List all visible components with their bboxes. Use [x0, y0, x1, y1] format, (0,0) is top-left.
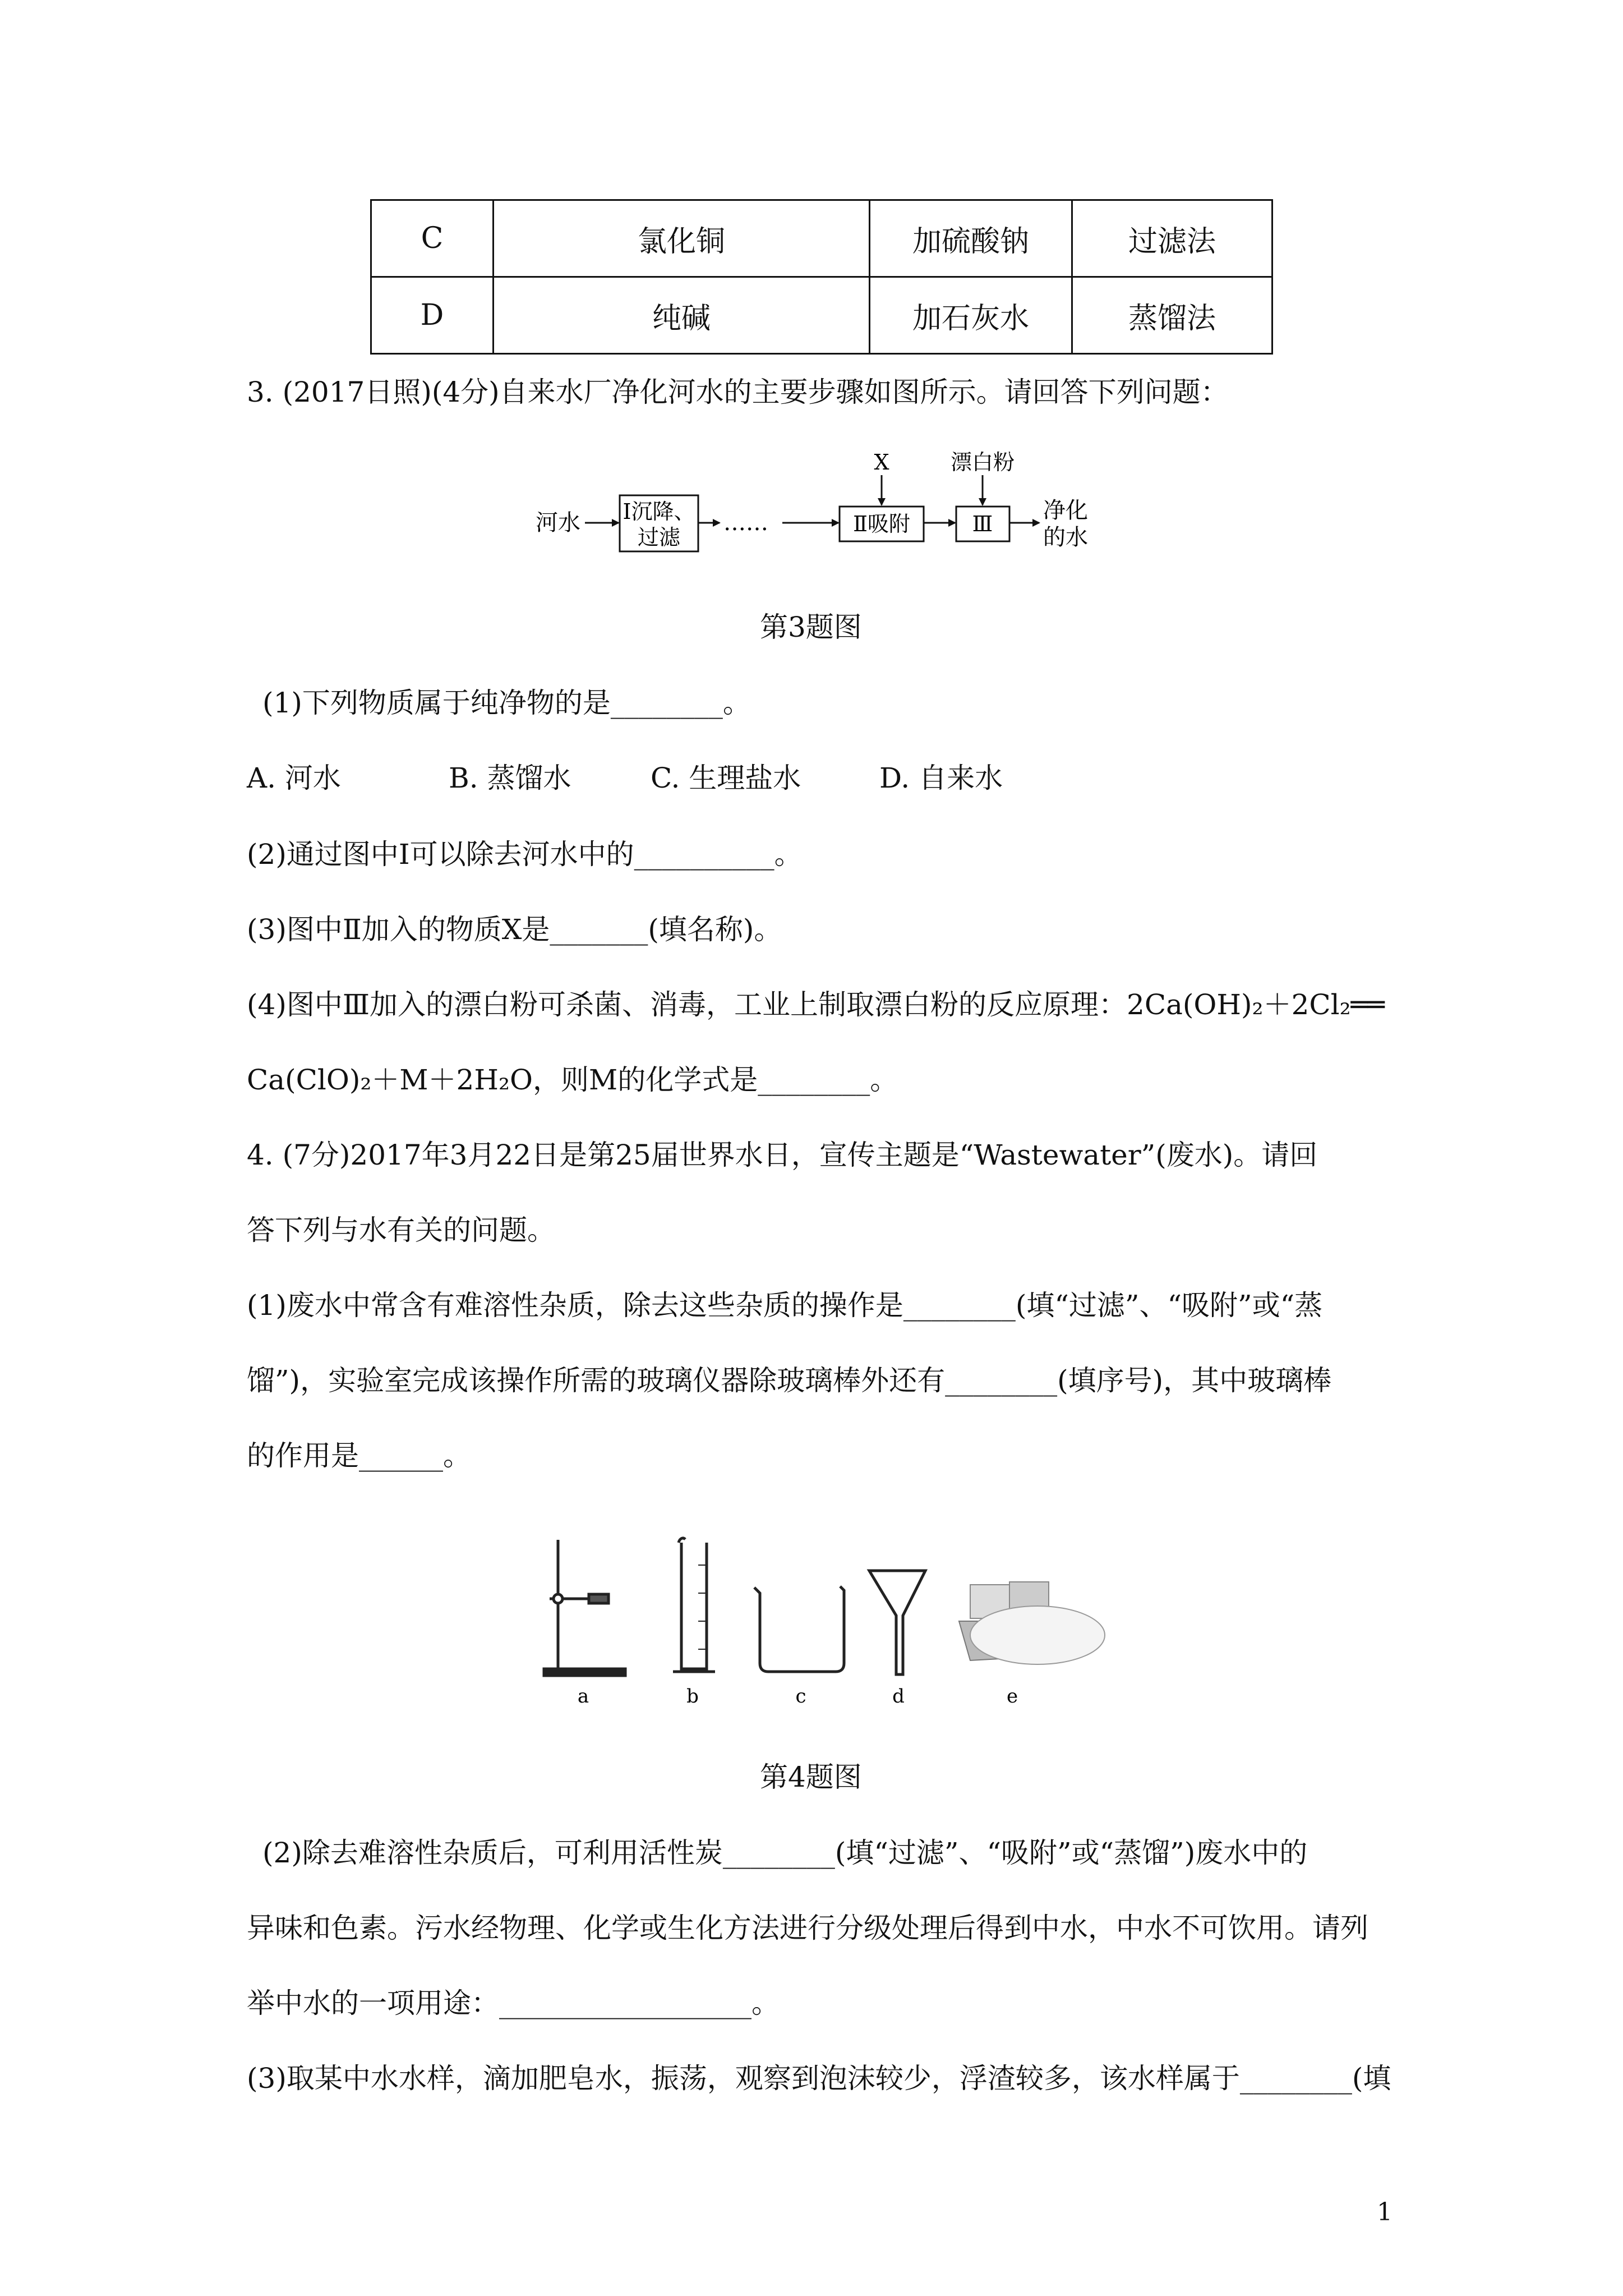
row-substance: 氯化铜 [494, 200, 870, 277]
flow-step2: Ⅱ吸附 [853, 512, 910, 536]
row-method: 过滤法 [1072, 200, 1272, 277]
graduated-cylinder-icon [673, 1538, 715, 1672]
flow-output-line1: 净化 [1043, 498, 1088, 523]
q4-part2-line3: 举中水的一项用途：__________________。 [247, 1987, 780, 2019]
q4-part2-line1: (2)除去难溶性杂质后，可利用活性炭________(填“过滤”、“吸附”或“蒸馏”)废水中的 [262, 1837, 1308, 1869]
apparatus-label-a: a [577, 1685, 589, 1708]
q3-part2: (2)通过图中Ⅰ可以除去河水中的__________。 [247, 838, 803, 871]
options-table [370, 199, 1273, 355]
q3-option-a: A. 河水 [247, 762, 341, 794]
apparatus-label-e: e [1006, 1685, 1018, 1708]
funnel-icon [869, 1571, 925, 1674]
q3-stem: 3. (2017日照)(4分)自来水厂净化河水的主要步骤如图所示。请回答下列问题： [247, 376, 1229, 408]
q4-stem-line1: 4. (7分)2017年3月22日是第25届世界水日，宣传主题是“Wastewater”(废水)。请回 [247, 1139, 1318, 1171]
row-reagent: 加硫酸钠 [870, 200, 1072, 277]
flow-bleach-label: 漂白粉 [950, 450, 1015, 475]
q3-option-d: D. 自来水 [879, 762, 1003, 794]
flow-x-label: X [874, 450, 889, 475]
iron-stand-icon [544, 1540, 625, 1676]
q4-stem-line2: 答下列与水有关的问题。 [247, 1214, 555, 1246]
q4-part1-line2: 馏”)，实验室完成该操作所需的玻璃仪器除玻璃棒外还有________(填序号)，其中玻璃棒 [247, 1364, 1332, 1397]
row-label: D [371, 277, 494, 354]
apparatus-label-c: c [795, 1685, 806, 1708]
table-row [371, 277, 1272, 354]
page-number: 1 [1377, 2198, 1393, 2226]
q4-figure-caption: 第4题图 [760, 1761, 862, 1793]
flow-step1-line1: Ⅰ沉降、 [623, 499, 695, 524]
flow-dots: …… [723, 510, 768, 536]
q3-part1: (1)下列物质属于纯净物的是________。 [262, 687, 751, 719]
q3-option-c: C. 生理盐水 [651, 762, 801, 794]
flow-step3: Ⅲ [972, 512, 993, 536]
row-method: 蒸馏法 [1072, 277, 1272, 354]
filter-paper-icon [959, 1582, 1105, 1664]
apparatus-label-b: b [686, 1685, 699, 1708]
row-reagent: 加石灰水 [870, 277, 1072, 354]
q3-part3: (3)图中Ⅱ加入的物质X是_______(填名称)。 [247, 913, 782, 946]
apparatus-label-d: d [892, 1685, 905, 1708]
q3-part4-line1: (4)图中Ⅲ加入的漂白粉可杀菌、消毒，工业上制取漂白粉的反应原理：2Ca(OH)₂＋2Cl₂══ [247, 988, 1385, 1021]
beaker-icon [754, 1586, 844, 1672]
q3-part4-line2: Ca(ClO)₂＋M＋2H₂O，则M的化学式是________。 [247, 1064, 898, 1096]
q3-figure-caption: 第3题图 [760, 611, 862, 643]
row-label: C [371, 200, 494, 277]
flow-step1-line2: 过滤 [637, 525, 681, 550]
q4-part2-line2: 异味和色素。污水经物理、化学或生化方法进行分级处理后得到中水，中水不可饮用。请列 [247, 1912, 1368, 1944]
q3-option-b: B. 蒸馏水 [449, 762, 571, 794]
q4-part1-line3: 的作用是______。 [247, 1439, 471, 1472]
q4-apparatus-figure [533, 1531, 1122, 1711]
q3-flow-diagram [536, 446, 1113, 569]
q4-part1-line1: (1)废水中常含有难溶性杂质，除去这些杂质的操作是________(填“过滤”、“吸附”或“蒸 [247, 1289, 1323, 1322]
row-substance: 纯碱 [494, 277, 870, 354]
flow-input-label: 河水 [536, 510, 580, 536]
flow-output-line2: 的水 [1043, 524, 1088, 550]
q4-part3-line1: (3)取某中水水样，滴加肥皂水，振荡，观察到泡沫较少，浮渣较多，该水样属于________(填 [247, 2062, 1391, 2095]
table-row [371, 200, 1272, 277]
